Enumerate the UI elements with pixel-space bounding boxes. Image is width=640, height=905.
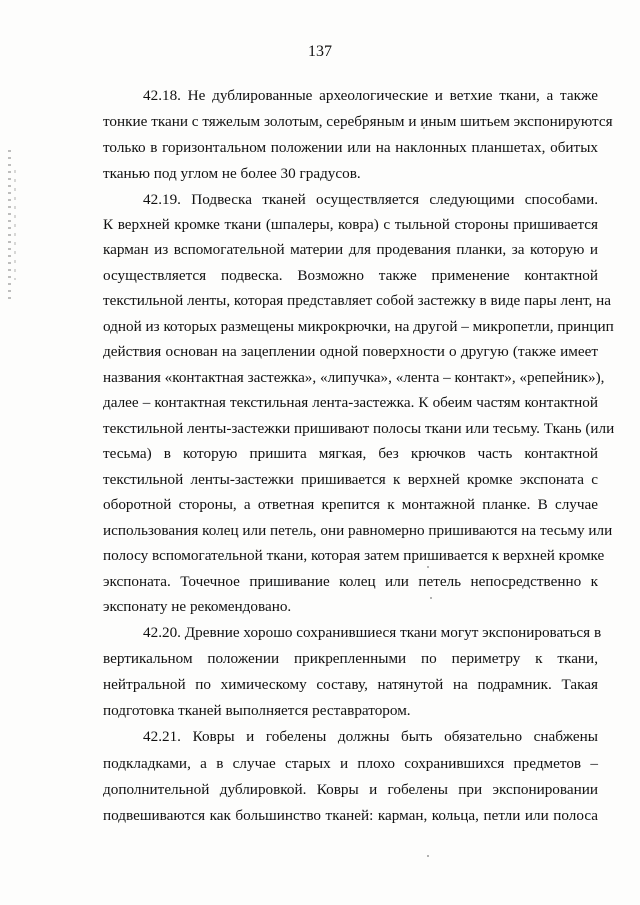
- text-line: полосу вспомогательной ткани, которая затем пришивается к верхней кромке: [103, 547, 605, 564]
- scan-artifact: [14, 170, 16, 280]
- text-line: 42.20. Древние хорошо сохранившиеся ткани могут экспонироваться в: [143, 624, 602, 641]
- scan-speck: [427, 855, 429, 857]
- text-line: дополнительной дублировкой. Ковры и гобелены при экспонировании: [103, 781, 598, 798]
- text-line: одной из которых размещены микрокрючки, на другой – микропетли, принцип: [103, 318, 614, 335]
- text-line: текстильной ленты-застежки пришивают полосы ткани или тесьму. Ткань (или: [103, 420, 615, 437]
- text-line: 42.18. Не дублированные археологические и ветхие ткани, а также: [143, 87, 598, 104]
- text-line: оборотной стороны, а ответная крепится к монтажной планке. В случае: [103, 496, 598, 513]
- text-line: экспоната. Точечное пришивание колец или петель непосредственно к: [103, 573, 598, 590]
- text-line: текстильной ленты-застежки пришивается к верхней кромке экспоната с: [103, 471, 598, 488]
- text-line: тканью под углом не более 30 градусов.: [103, 165, 361, 182]
- page-number: 137: [308, 43, 332, 60]
- text-line: тонкие ткани с тяжелым золотым, серебряным и иным шитьем экспонируются: [103, 113, 613, 130]
- text-line: тесьма) в которую пришита мягкая, без крючков часть контактной: [103, 445, 598, 462]
- text-line: экспонату не рекомендовано.: [103, 598, 292, 615]
- text-line: осуществляется подвеска. Возможно также применение контактной: [103, 267, 598, 284]
- scan-speck: [427, 566, 429, 568]
- text-line: использования колец или петель, они равномерно пришиваются на тесьму или: [103, 522, 613, 539]
- text-line: вертикальном положении прикрепленными по периметру к ткани,: [103, 650, 598, 667]
- text-line: подкладками, а в случае старых и плохо сохранившихся предметов –: [103, 755, 598, 772]
- text-line: текстильной ленты, которая представляет собой застежку в виде пары лент, на: [103, 292, 611, 309]
- text-line: 42.21. Ковры и гобелены должны быть обязательно снабжены: [143, 728, 598, 745]
- text-line: нейтральной по химическому составу, натянутой на подрамник. Такая: [103, 676, 598, 693]
- text-line: далее – контактная текстильная лента-застежка. К обеим частям контактной: [103, 394, 598, 411]
- scan-artifact: [8, 150, 11, 300]
- text-line: действия основан на зацеплении одной поверхности о другую (также имеет: [103, 343, 598, 360]
- text-line: карман из вспомогательной материи для продевания планки, за которую и: [103, 241, 598, 258]
- text-line: К верхней кромке ткани (шпалеры, ковра) с тыльной стороны пришивается: [103, 216, 598, 233]
- text-line: подготовка тканей выполняется реставратором.: [103, 702, 411, 719]
- text-line: подвешиваются как большинство тканей: карман, кольца, петли или полоса: [103, 807, 598, 824]
- text-line: 42.19. Подвеска тканей осуществляется следующими способами.: [143, 191, 598, 208]
- text-line: только в горизонтальном положении или на наклонных планшетах, обитых: [103, 139, 598, 156]
- text-line: названия «контактная застежка», «липучка», «лента – контакт», «репейник»),: [103, 369, 605, 386]
